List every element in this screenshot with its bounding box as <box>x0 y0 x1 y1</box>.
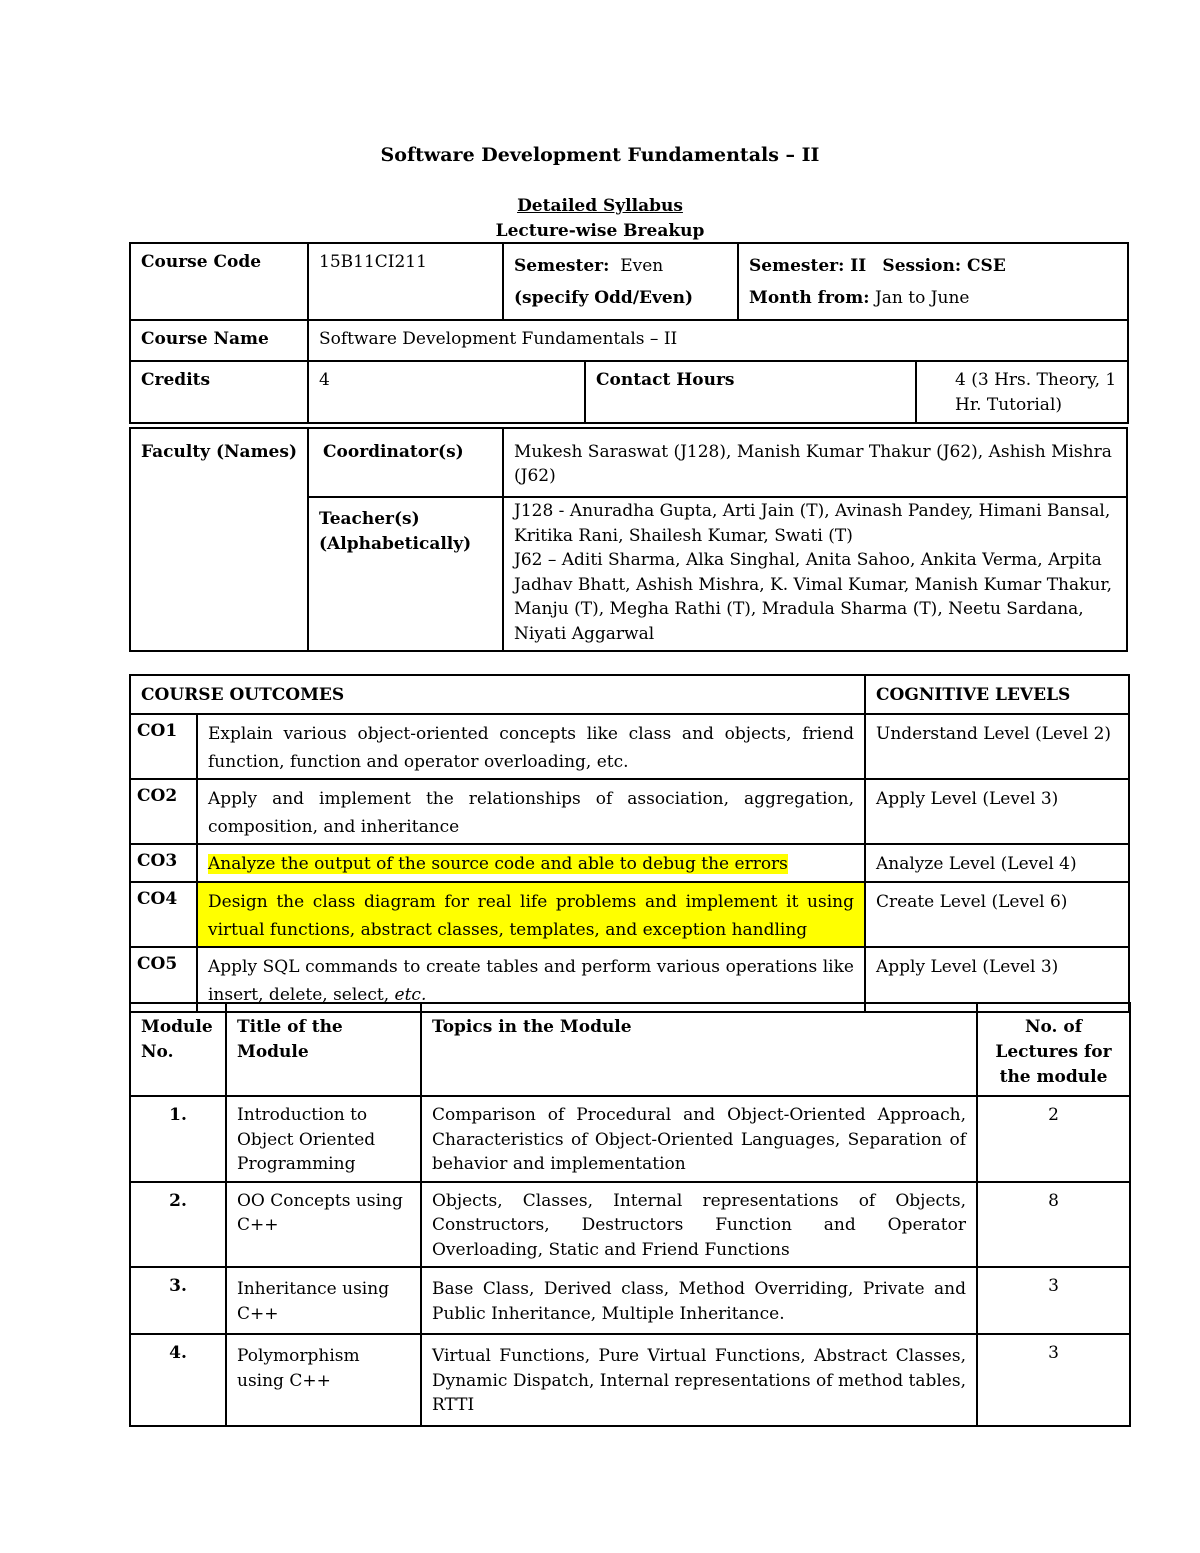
outcome-code: CO4 <box>130 882 197 947</box>
coordinator-label-cell <box>308 428 503 497</box>
document-title: Software Development Fundamentals – II <box>380 144 820 166</box>
session-cell <box>738 243 1128 320</box>
outcome-code: CO3 <box>130 844 197 882</box>
module-topics: Comparison of Procedural and Object-Oriented Approach, Characteristics of Object-Oriented Languages, Separation of behavior and implementation <box>432 1105 966 1174</box>
course-name-label-cell <box>130 320 308 361</box>
module-number: 4. <box>169 1343 187 1363</box>
month-value: Jan to June <box>874 288 970 308</box>
semester-value: Even <box>620 256 664 276</box>
module-row <box>130 1096 1130 1182</box>
module-number: 3. <box>169 1276 187 1296</box>
contact-hours-label: Contact Hours <box>596 370 735 390</box>
outcome-text-highlighted: Design the class diagram for real life problems and implement it using virtual functions, abstract classes, templates, and exception handling <box>198 883 864 946</box>
faculty-table <box>129 427 1128 652</box>
module-no-header: Module No. <box>141 1017 213 1062</box>
contact-hours-label-cell <box>585 361 916 423</box>
module-number: 1. <box>169 1105 187 1125</box>
coordinator-label: Coordinator(s) <box>323 442 464 462</box>
outcome-level: Apply Level (Level 3) <box>876 957 1059 977</box>
cognitive-levels-header: COGNITIVE LEVELS <box>876 685 1071 705</box>
coordinator-value: Mukesh Saraswat (J128), Manish Kumar Thakur (J62), Ashish Mishra (J62) <box>514 442 1112 486</box>
module-topics: Objects, Classes, Internal representations of Objects, Constructors, Destructors Function and Operator Overloading, Static and Friend Functions <box>432 1190 966 1260</box>
module-title: Introduction to Object Oriented Programming <box>237 1105 376 1174</box>
module-lectures-header: No. of Lectures for the module <box>995 1017 1112 1087</box>
teacher-label: Teacher(s) (Alphabetically) <box>319 509 472 554</box>
detailed-syllabus-heading: Detailed Syllabus <box>517 196 683 216</box>
course-name-value: Software Development Fundamentals – II <box>319 329 678 349</box>
module-lectures: 3 <box>1048 1276 1059 1296</box>
faculty-label: Faculty (Names) <box>141 442 297 462</box>
cognitive-header-cell <box>865 675 1129 714</box>
module-title: Polymorphism using C++ <box>237 1346 360 1391</box>
module-title: Inheritance using C++ <box>237 1279 390 1324</box>
teacher-value-cell <box>503 497 1127 651</box>
module-title-header: Title of the Module <box>237 1017 343 1062</box>
module-lectures: 2 <box>1048 1105 1059 1125</box>
semester-note: (specify Odd/Even) <box>514 288 694 308</box>
credits-label: Credits <box>141 370 211 390</box>
credits-value: 4 <box>319 370 330 390</box>
credits-label-cell <box>130 361 308 423</box>
outcome-text: Explain various object-oriented concepts like class and objects, friend function, function and operator overloading, etc. <box>208 724 854 772</box>
course-code-label-cell <box>130 243 308 320</box>
teacher-list-j62: J62 – Aditi Sharma, Alka Singhal, Anita Sahoo, Ankita Verma, Arpita Jadhav Bhatt, Ashish Mishra, K. Vimal Kumar, Manish Kumar Thakur, Manju (T), Megha Rathi (T), Mradula Sharma (T), Neetu Sardana, Niyati Aggarwal <box>514 550 1113 644</box>
contact-hours-value-cell <box>916 361 1128 423</box>
outcome-row <box>130 882 1129 947</box>
module-topics-header: Topics in the Module <box>432 1017 632 1037</box>
module-lectures: 8 <box>1048 1190 1059 1211</box>
module-topics: Base Class, Derived class, Method Overriding, Private and Public Inheritance, Multiple Inheritance. <box>432 1279 966 1324</box>
teacher-list-j128: J128 - Anuradha Gupta, Arti Jain (T), Avinash Pandey, Himani Bansal, Kritika Rani, Shailesh Kumar, Swati (T) <box>514 501 1111 546</box>
month-label: Month from: <box>749 288 870 308</box>
module-number: 2. <box>169 1190 187 1211</box>
outcome-code: CO5 <box>130 947 197 1012</box>
coordinator-value-cell <box>503 428 1127 497</box>
outcome-text: Apply and implement the relationships of association, aggregation, composition, and inheritance <box>208 789 854 837</box>
outcome-code: CO2 <box>130 779 197 844</box>
credits-value-cell <box>308 361 585 423</box>
module-row <box>130 1267 1130 1334</box>
outcomes-header-cell <box>130 675 865 714</box>
course-info-table <box>129 242 1129 424</box>
outcome-row <box>130 714 1129 779</box>
semester-number: Semester: II <box>749 256 867 276</box>
module-row <box>130 1182 1130 1268</box>
outcome-row <box>130 844 1129 882</box>
outcome-level: Create Level (Level 6) <box>876 892 1068 912</box>
outcome-text: Apply SQL commands to create tables and perform various operations like insert, delete, select, <box>208 957 854 1005</box>
module-lectures: 3 <box>1048 1343 1059 1363</box>
outcome-level: Apply Level (Level 3) <box>876 789 1059 809</box>
semester-cell <box>503 243 738 320</box>
outcome-text-etc: etc. <box>394 985 427 1005</box>
modules-table <box>129 1002 1131 1427</box>
teacher-label-cell <box>308 497 503 651</box>
lecture-breakup-heading: Lecture-wise Breakup <box>495 221 705 241</box>
module-title: OO Concepts using C++ <box>237 1190 403 1235</box>
course-code-value: 15B11CI211 <box>319 252 427 272</box>
outcome-row <box>130 779 1129 844</box>
course-name-label: Course Name <box>141 329 269 349</box>
module-topics: Virtual Functions, Pure Virtual Functions, Abstract Classes, Dynamic Dispatch, Internal representations of method tables, RTTI <box>432 1346 966 1415</box>
contact-hours-value: 4 (3 Hrs. Theory, 1 Hr. Tutorial) <box>955 370 1117 415</box>
course-name-value-cell <box>308 320 1128 361</box>
outcome-text-highlighted: Analyze the output of the source code and able to debug the errors <box>208 854 788 874</box>
course-outcomes-table <box>129 674 1130 1013</box>
session-label: Session: CSE <box>882 256 1006 276</box>
course-code-value-cell <box>308 243 503 320</box>
outcome-level: Analyze Level (Level 4) <box>876 854 1077 874</box>
outcome-level: Understand Level (Level 2) <box>876 724 1112 744</box>
module-row <box>130 1334 1130 1426</box>
outcomes-header: COURSE OUTCOMES <box>141 685 345 705</box>
course-code-label: Course Code <box>141 252 262 272</box>
semester-label: Semester: <box>514 256 610 276</box>
outcome-code: CO1 <box>130 714 197 779</box>
faculty-label-cell <box>130 428 308 651</box>
